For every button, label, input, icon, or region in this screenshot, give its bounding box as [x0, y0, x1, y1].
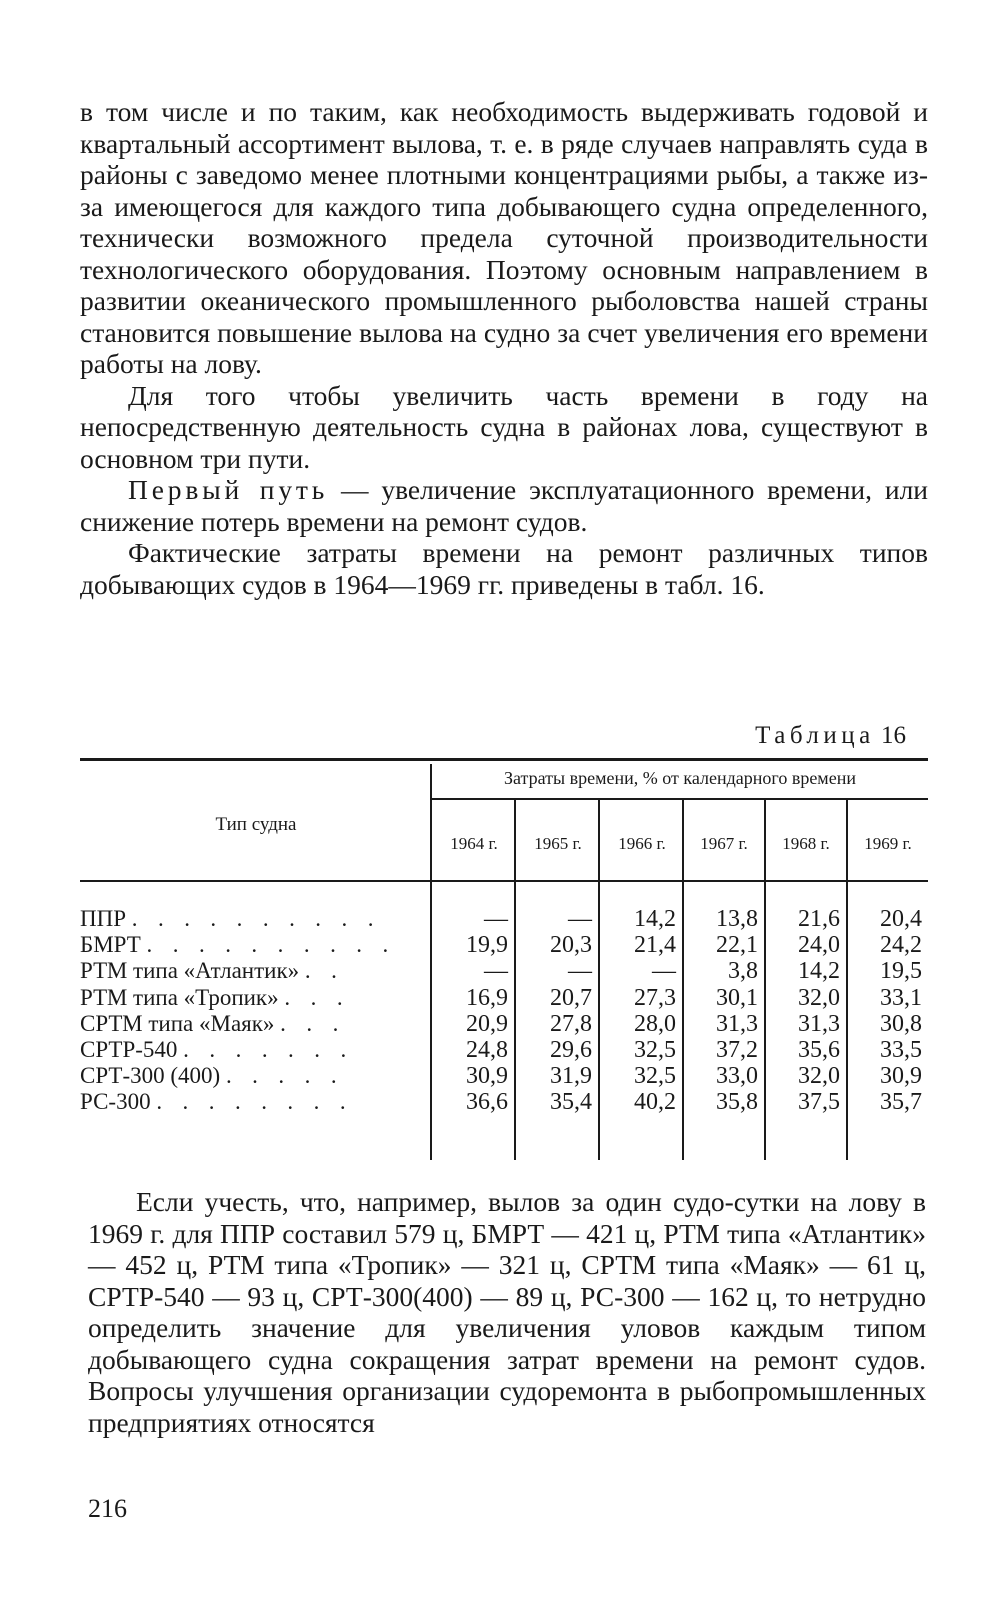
- value-cell: 24,2: [880, 932, 922, 959]
- vessel-type-label: РТМ типа «Тропик»: [80, 984, 279, 1010]
- year-header-1969: 1969 г.: [864, 834, 912, 853]
- vessel-type-label: БМРТ: [80, 932, 141, 958]
- value-cell: 32,0: [798, 984, 840, 1011]
- value-cell: 35,8: [716, 1089, 758, 1116]
- year-header-1964: 1964 г.: [450, 834, 498, 853]
- value-cell: —: [652, 958, 676, 985]
- table-row: [80, 958, 928, 984]
- table-caption: [755, 722, 906, 750]
- value-cell: 37,5: [798, 1089, 840, 1116]
- paragraph-3: [80, 474, 928, 537]
- year-header-1965: 1965 г.: [534, 834, 582, 853]
- vessel-type-cell: [80, 1011, 420, 1037]
- table-row: [80, 1063, 928, 1089]
- vessel-type-label: СРТР-540: [80, 1037, 178, 1062]
- dot-leader: . . . . . . . .: [156, 1089, 353, 1115]
- vessel-type-cell: [80, 1063, 420, 1089]
- value-cell: 33,0: [716, 1063, 758, 1090]
- value-cell: 33,5: [880, 1037, 922, 1063]
- value-cell: 32,5: [634, 1063, 676, 1090]
- value-cell: —: [484, 906, 508, 932]
- value-cell: 21,4: [634, 932, 676, 959]
- paragraph-5: Если учесть, что, например, вылов за один судо-сутки на лову в 1969 г. для ППР составил 579 ц, БМРТ — 421 ц, РТМ типа «Атлантик» — 452 ц, РТМ типа «Тропик» — 321 ц, СРТМ типа «Маяк» — 61 ц, СРТР-540 — 93 ц, СРТ-300(400) — 89 ц, РС-300 — 162 ц, то нетрудно определить значение для увеличения уловов каждым типом добывающего судна сокращения затрат времени на ремонт судов. Вопросы улучшения организации судоремонта в рыбопромышленных предприятиях относятся: [88, 1186, 926, 1438]
- vessel-type-cell: [80, 958, 420, 984]
- vessel-type-label: СРТМ типа «Маяк»: [80, 1010, 275, 1036]
- vessel-type-cell: [80, 1089, 420, 1115]
- group-header: Затраты времени, % от календарного времени: [504, 768, 856, 788]
- value-cell: 35,6: [798, 1037, 840, 1063]
- value-cell: 30,9: [466, 1063, 508, 1090]
- first-path-text: — увеличение эксплуатационного времени, или снижение потерь времени на ремонт судов.: [80, 474, 929, 537]
- paragraph-1-block: [80, 96, 928, 600]
- value-cell: 32,5: [634, 1037, 676, 1063]
- value-cell: 16,9: [466, 984, 508, 1011]
- table-row: [80, 932, 928, 958]
- paragraph-2: Для того чтобы увеличить часть времени в году на непосредственную деятельность судна в районах лова, существуют в основном три пути.: [80, 379, 928, 474]
- vessel-type-cell: [80, 906, 420, 932]
- table-caption-word: Таблица: [755, 722, 875, 749]
- group-header-rule: [432, 798, 928, 800]
- value-cell: 40,2: [634, 1089, 676, 1116]
- repair-time-table: [80, 758, 928, 1158]
- value-cell: 36,6: [466, 1089, 508, 1116]
- value-cell: 20,4: [880, 906, 922, 932]
- value-cell: 33,1: [880, 984, 922, 1011]
- dot-leader: . . . . . . . . . .: [146, 932, 396, 958]
- dot-leader: . . .: [280, 1010, 346, 1036]
- value-cell: 24,0: [798, 932, 840, 959]
- vessel-type-label: ППР: [80, 906, 127, 931]
- value-cell: 20,3: [550, 932, 592, 959]
- value-cell: 30,1: [716, 984, 758, 1011]
- first-path-lead: Первый путь: [128, 474, 329, 505]
- value-cell: 13,8: [716, 906, 758, 932]
- vessel-type-label: РТМ типа «Атлантик»: [80, 958, 300, 984]
- value-cell: 31,3: [716, 1010, 758, 1037]
- paragraph-5-block: [88, 1186, 926, 1438]
- dot-leader: . . . . .: [225, 1063, 344, 1089]
- value-cell: 21,6: [798, 906, 840, 932]
- value-cell: 31,3: [798, 1010, 840, 1037]
- value-cell: 37,2: [716, 1037, 758, 1063]
- value-cell: 28,0: [634, 1010, 676, 1037]
- table-caption-number: 16: [881, 722, 906, 749]
- table-row: [80, 906, 928, 932]
- value-cell: 30,8: [880, 1010, 922, 1037]
- table-row: [80, 1011, 928, 1037]
- value-cell: 14,2: [634, 906, 676, 932]
- value-cell: —: [568, 958, 592, 985]
- vessel-type-cell: [80, 1037, 420, 1063]
- vessel-type-label: СРТ-300 (400): [80, 1063, 221, 1089]
- table-header-rule: [80, 880, 928, 882]
- table-row: [80, 1037, 928, 1063]
- value-cell: —: [484, 958, 508, 985]
- paragraph-4: Фактические затраты времени на ремонт различных типов добывающих судов в 1964—1969 гг. приведены в табл. 16.: [80, 537, 928, 600]
- value-cell: 3,8: [728, 958, 758, 985]
- dot-leader: . . . . . . . . . .: [131, 906, 381, 931]
- value-cell: 32,0: [798, 1063, 840, 1090]
- value-cell: 35,4: [550, 1089, 592, 1116]
- value-cell: 31,9: [550, 1063, 592, 1090]
- table-top-rule: [80, 758, 928, 761]
- paragraph-1: в том числе и по таким, как необходимость выдерживать годовой и квартальный ассортимент вылова, т. е. в ряде случаев направлять суда в районы с заведомо менее плотными концентрациями рыбы, а также из-за имеющегося для каждого типа добывающего судна определенного, технически возможного предела суточной производительности технологического оборудования. Поэтому основным направлением в развитии океанического промышленного рыболовства нашей страны становится повышение вылова на судно за счет увеличения его времени работы на лову.: [80, 96, 928, 379]
- vessel-type-cell: [80, 985, 420, 1011]
- value-cell: 19,9: [466, 932, 508, 959]
- value-cell: 35,7: [880, 1089, 922, 1116]
- vessel-type-label: РС-300: [80, 1089, 151, 1115]
- page-number: 216: [88, 1494, 127, 1523]
- value-cell: 14,2: [798, 958, 840, 985]
- year-header-1967: 1967 г.: [700, 834, 748, 853]
- year-header-1966: 1966 г.: [618, 834, 666, 853]
- dot-leader: . .: [304, 958, 345, 984]
- value-cell: 22,1: [716, 932, 758, 959]
- value-cell: 27,8: [550, 1010, 592, 1037]
- vessel-type-cell: [80, 932, 420, 958]
- table-row: [80, 985, 928, 1011]
- vessel-type-header: Тип судна: [215, 814, 297, 835]
- dot-leader: . . . . . . .: [183, 1037, 354, 1062]
- value-cell: 27,3: [634, 984, 676, 1011]
- value-cell: 19,5: [880, 958, 922, 985]
- year-header-1968: 1968 г.: [782, 834, 830, 853]
- value-cell: —: [568, 906, 592, 932]
- value-cell: 20,9: [466, 1010, 508, 1037]
- value-cell: 24,8: [466, 1037, 508, 1063]
- value-cell: 20,7: [550, 984, 592, 1011]
- value-cell: 29,6: [550, 1037, 592, 1063]
- value-cell: 30,9: [880, 1063, 922, 1090]
- table-row: [80, 1089, 928, 1115]
- dot-leader: . . .: [284, 984, 350, 1010]
